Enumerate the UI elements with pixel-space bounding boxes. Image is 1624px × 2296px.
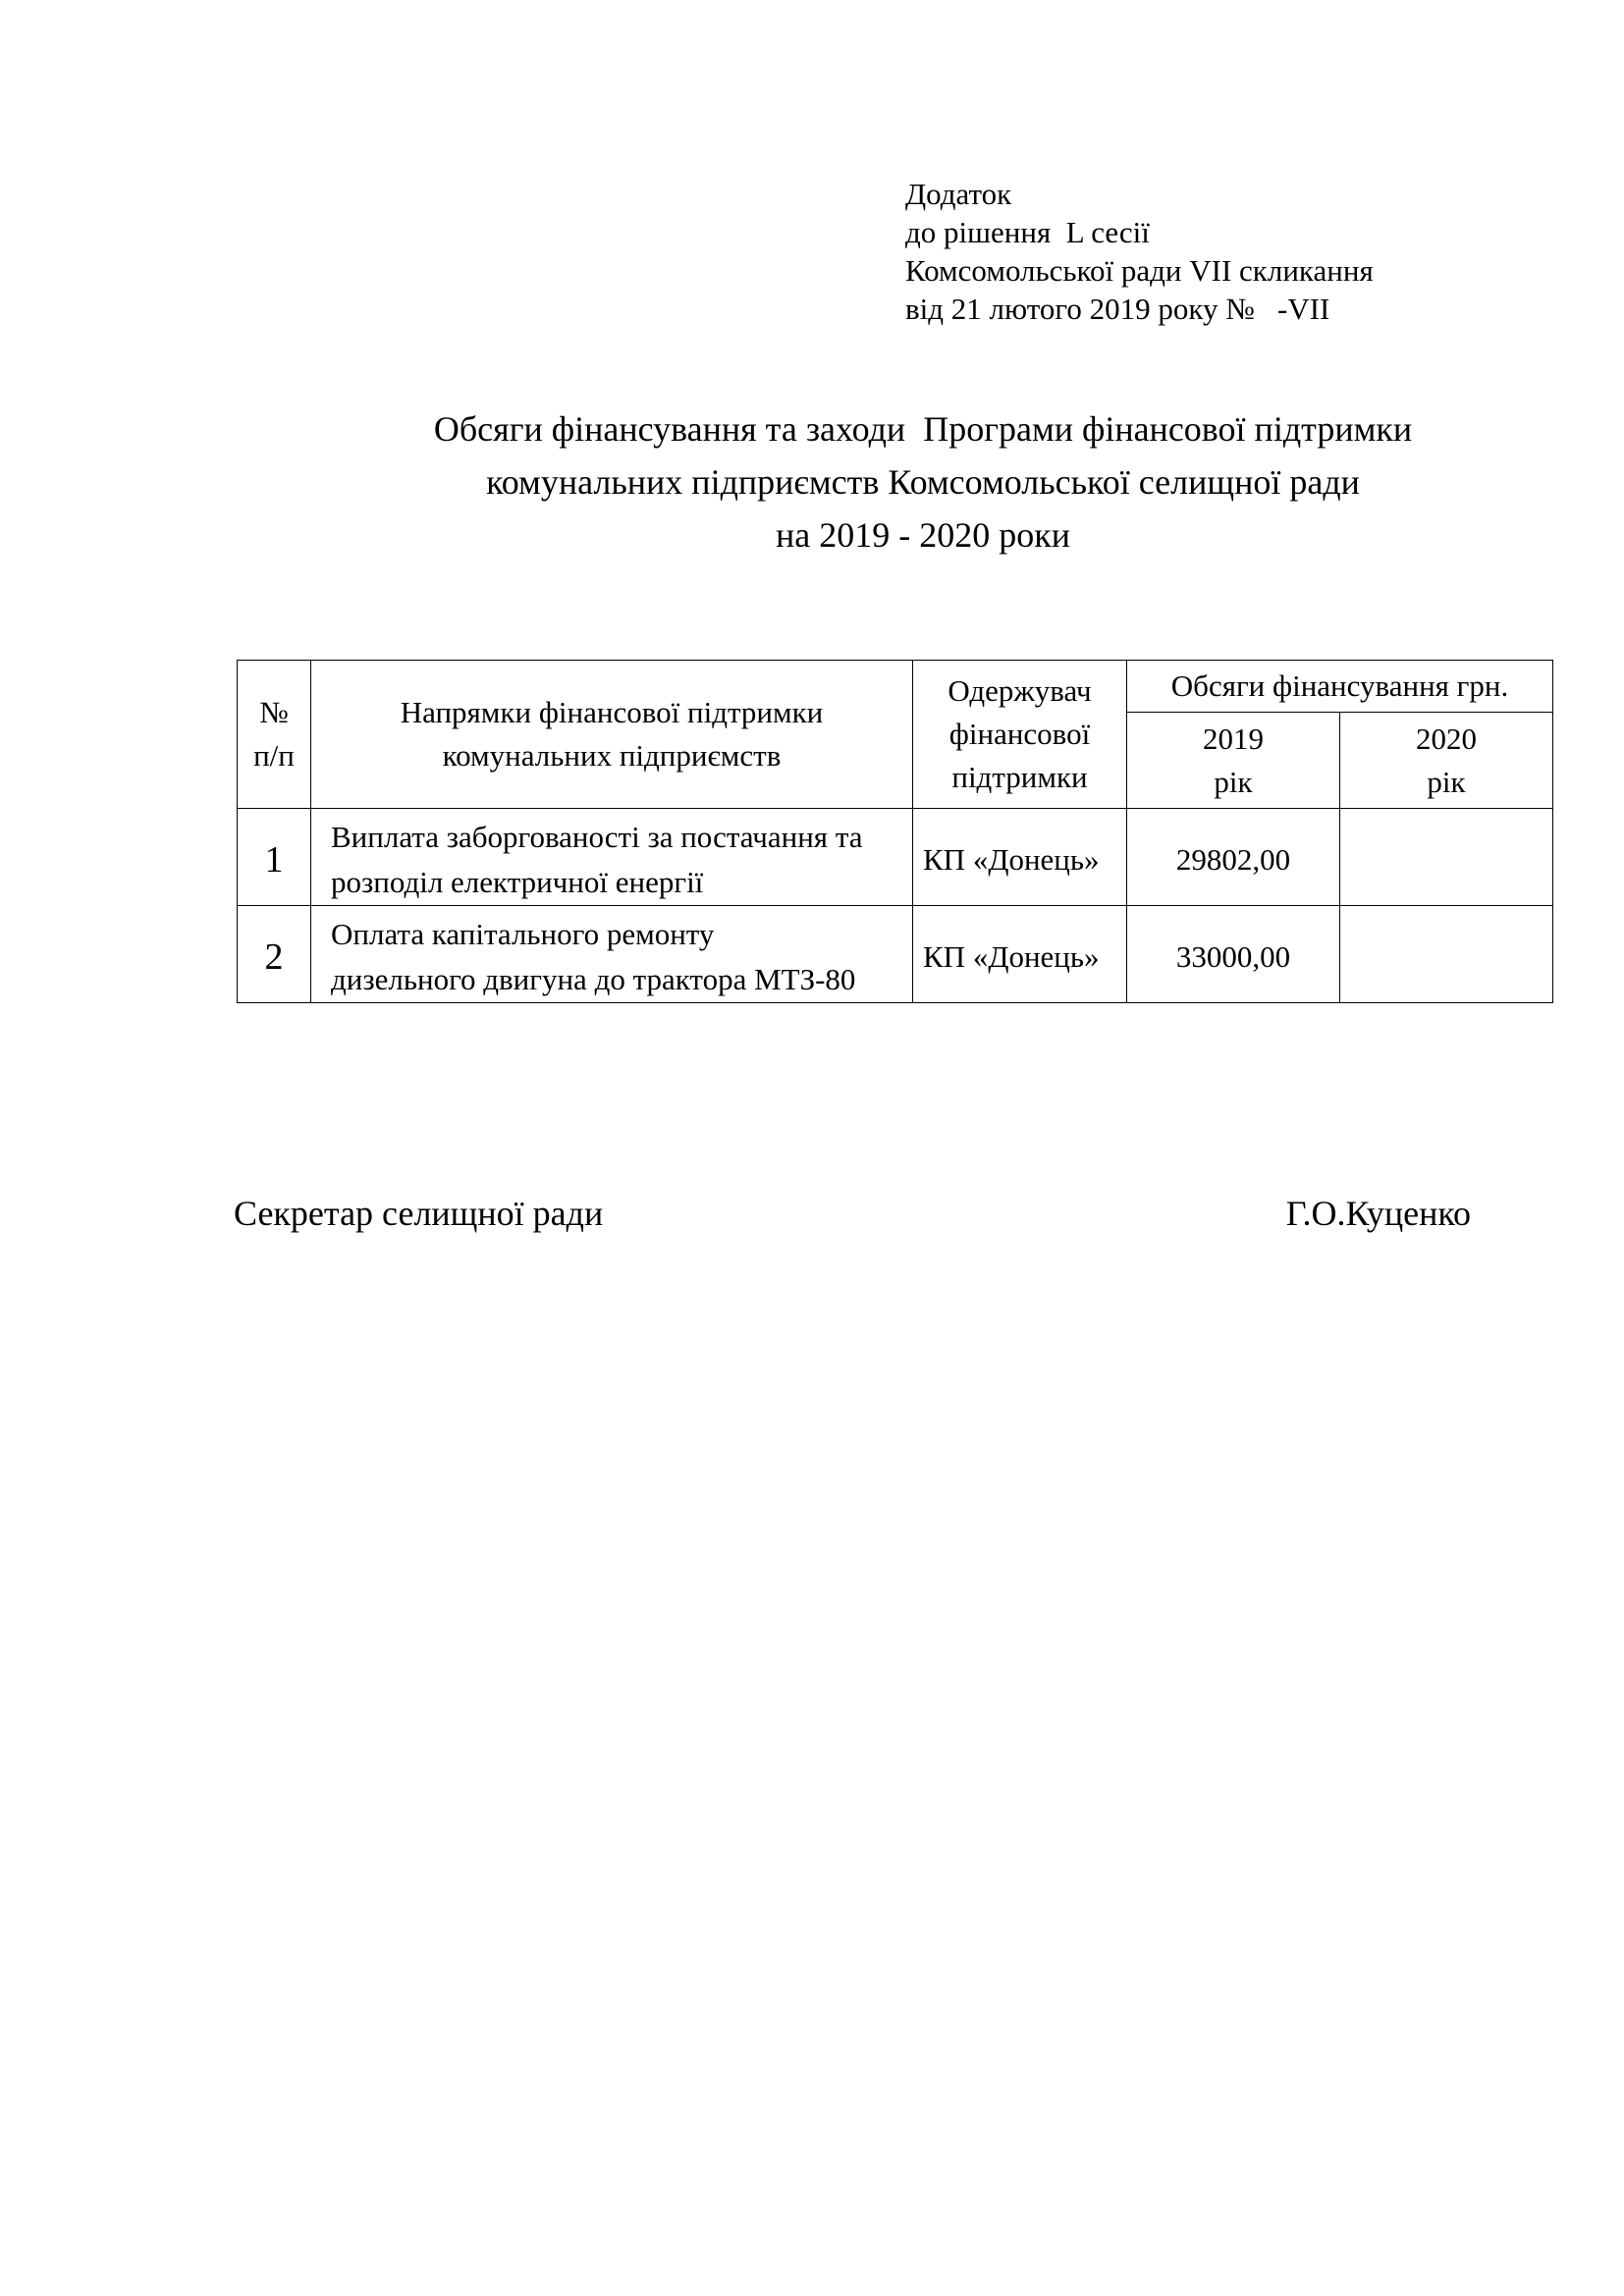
row-direction-line: Виплата заборгованості за постачання та <box>331 820 863 854</box>
header-recipient-line: Одержувач <box>947 673 1092 708</box>
header-recipient-line: підтримки <box>951 760 1088 794</box>
header-year-line: 2020 <box>1416 721 1477 756</box>
annex-line: до рішення L сесії <box>905 215 1150 249</box>
row-recipient: КП «Донець» <box>913 809 1127 906</box>
title-line: на 2019 - 2020 роки <box>776 515 1070 555</box>
header-year-2020 <box>1340 713 1553 809</box>
funding-table <box>237 660 1553 1003</box>
document-title <box>236 402 1610 561</box>
table-row <box>238 809 1553 906</box>
header-num <box>238 661 311 809</box>
header-year-line: рік <box>1427 764 1466 799</box>
row-direction-line: дизельного двигуна до трактора МТЗ-80 <box>331 962 856 996</box>
header-year-line: 2019 <box>1203 721 1264 756</box>
annex-line: від 21 лютого 2019 року № -VII <box>905 292 1330 326</box>
annex-line: Додаток <box>905 177 1012 211</box>
title-line: комунальних підприємств Комсомольської селищної ради <box>486 462 1360 502</box>
annex-line: Комсомольської ради VII скликання <box>905 253 1374 288</box>
row-direction <box>311 809 913 906</box>
header-direction-line: комунальних підприємств <box>442 738 782 773</box>
row-direction-line: розподіл електричної енергії <box>331 865 704 899</box>
header-year-2019 <box>1127 713 1340 809</box>
header-num-line: п/п <box>253 738 295 773</box>
row-recipient: КП «Донець» <box>913 906 1127 1003</box>
row-amount-2019: 29802,00 <box>1127 809 1340 906</box>
annex-block <box>905 175 1374 328</box>
row-amount-2020 <box>1340 906 1553 1003</box>
row-amount-2019: 33000,00 <box>1127 906 1340 1003</box>
title-line: Обсяги фінансування та заходи Програми фінансової підтримки <box>433 409 1413 449</box>
signatory-name: Г.О.Куценко <box>1285 1194 1471 1233</box>
row-amount-2020 <box>1340 809 1553 906</box>
header-recipient-line: фінансової <box>948 717 1091 751</box>
row-direction <box>311 906 913 1003</box>
table-header-row <box>238 661 1553 713</box>
header-num-line: № <box>259 695 289 729</box>
table-row <box>238 906 1553 1003</box>
signatory-position: Секретар селищної ради <box>234 1194 604 1233</box>
header-direction <box>311 661 913 809</box>
row-direction-line: Оплата капітального ремонту <box>331 917 715 951</box>
row-number: 2 <box>238 906 311 1003</box>
header-year-line: рік <box>1214 764 1253 799</box>
header-funding: Обсяги фінансування грн. <box>1127 661 1553 713</box>
header-direction-line: Напрямки фінансової підтримки <box>400 695 824 729</box>
row-number: 1 <box>238 809 311 906</box>
header-recipient <box>913 661 1127 809</box>
